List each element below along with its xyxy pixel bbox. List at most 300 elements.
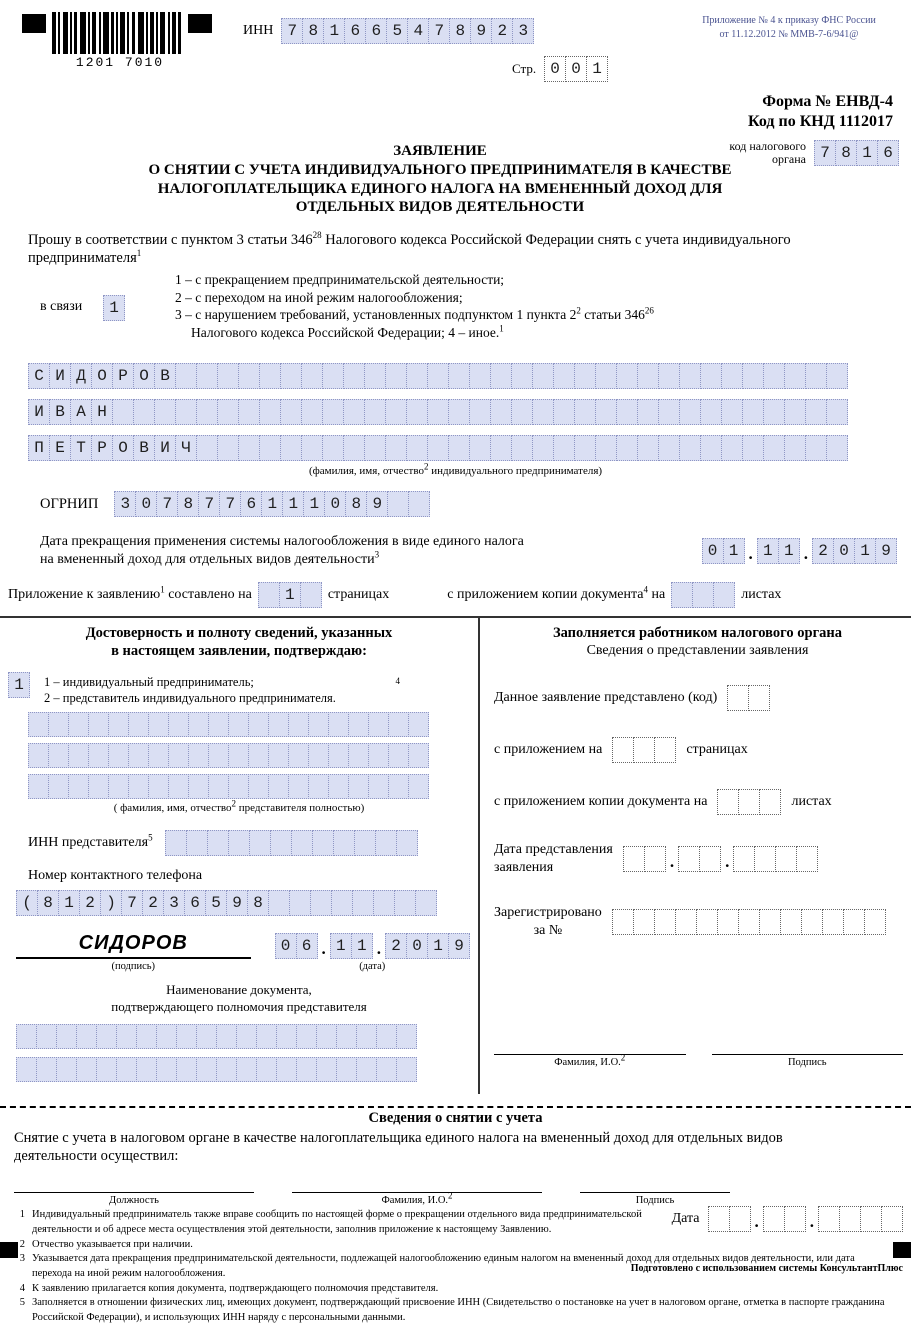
- authority-document-row-1[interactable]: [16, 1024, 417, 1049]
- form-cell[interactable]: [826, 435, 848, 461]
- form-cell[interactable]: 2: [79, 890, 101, 916]
- form-cell[interactable]: [276, 1057, 297, 1082]
- form-cell[interactable]: [376, 1024, 397, 1049]
- annex-pages-field[interactable]: [258, 582, 322, 608]
- form-cell[interactable]: [68, 774, 89, 799]
- form-cell[interactable]: [616, 435, 638, 461]
- form-cell[interactable]: [322, 435, 344, 461]
- form-cell[interactable]: [108, 774, 129, 799]
- form-cell[interactable]: [343, 363, 365, 389]
- officer-name-line[interactable]: [494, 1054, 686, 1055]
- form-cell[interactable]: [36, 1057, 57, 1082]
- form-cell[interactable]: [679, 399, 701, 425]
- form-cell[interactable]: [763, 363, 785, 389]
- form-cell[interactable]: 5: [386, 18, 408, 44]
- form-cell[interactable]: [259, 399, 281, 425]
- submission-date-field[interactable]: [623, 846, 819, 872]
- form-cell[interactable]: 1: [8, 672, 30, 698]
- form-cell[interactable]: [727, 685, 749, 711]
- form-cell[interactable]: [301, 363, 323, 389]
- form-cell[interactable]: [394, 890, 416, 916]
- form-cell[interactable]: 7: [156, 491, 178, 517]
- form-cell[interactable]: [775, 846, 797, 872]
- form-cell[interactable]: [175, 399, 197, 425]
- form-cell[interactable]: [186, 830, 208, 856]
- form-cell[interactable]: [96, 1057, 117, 1082]
- form-cell[interactable]: [316, 1057, 337, 1082]
- form-cell[interactable]: [637, 435, 659, 461]
- form-cell[interactable]: [236, 1024, 257, 1049]
- form-cell[interactable]: 1: [330, 933, 352, 959]
- form-cell[interactable]: [388, 774, 409, 799]
- form-cell[interactable]: [406, 363, 428, 389]
- form-cell[interactable]: [644, 846, 666, 872]
- deregistration-date-field[interactable]: [708, 1206, 904, 1232]
- form-cell[interactable]: [248, 712, 269, 737]
- form-cell[interactable]: 0: [406, 933, 428, 959]
- form-cell[interactable]: [352, 890, 374, 916]
- form-cell[interactable]: [637, 363, 659, 389]
- form-cell[interactable]: 1: [58, 890, 80, 916]
- signature-date-field[interactable]: [275, 933, 471, 959]
- form-cell[interactable]: [343, 399, 365, 425]
- form-cell[interactable]: [76, 1024, 97, 1049]
- form-cell[interactable]: 6: [296, 933, 318, 959]
- form-cell[interactable]: [427, 435, 449, 461]
- form-cell[interactable]: 7: [281, 18, 303, 44]
- form-cell[interactable]: [364, 435, 386, 461]
- form-cell[interactable]: [532, 363, 554, 389]
- form-cell[interactable]: 3: [163, 890, 185, 916]
- annex-sheets-field[interactable]: [671, 582, 735, 608]
- form-cell[interactable]: [818, 1206, 840, 1232]
- form-cell[interactable]: О: [91, 363, 113, 389]
- form-cell[interactable]: [375, 830, 397, 856]
- form-cell[interactable]: [148, 774, 169, 799]
- form-cell[interactable]: [238, 399, 260, 425]
- form-cell[interactable]: [784, 1206, 806, 1232]
- officer-signature-line[interactable]: [712, 1054, 904, 1055]
- form-cell[interactable]: [490, 363, 512, 389]
- form-cell[interactable]: 2: [385, 933, 407, 959]
- form-cell[interactable]: 6: [365, 18, 387, 44]
- form-cell[interactable]: [268, 774, 289, 799]
- form-cell[interactable]: [296, 1057, 317, 1082]
- form-cell[interactable]: [678, 846, 700, 872]
- form-cell[interactable]: (: [16, 890, 38, 916]
- form-cell[interactable]: [738, 909, 760, 935]
- form-cell[interactable]: [148, 743, 169, 768]
- form-cell[interactable]: [700, 363, 722, 389]
- form-cell[interactable]: [280, 363, 302, 389]
- representative-name-row-2[interactable]: [28, 743, 429, 768]
- form-cell[interactable]: [228, 712, 249, 737]
- form-cell[interactable]: А: [70, 399, 92, 425]
- form-cell[interactable]: И: [28, 399, 50, 425]
- form-cell[interactable]: [654, 909, 676, 935]
- form-cell[interactable]: Т: [70, 435, 92, 461]
- form-cell[interactable]: 4: [407, 18, 429, 44]
- form-cell[interactable]: В: [133, 435, 155, 461]
- form-cell[interactable]: [553, 399, 575, 425]
- form-cell[interactable]: [839, 1206, 861, 1232]
- form-cell[interactable]: [133, 399, 155, 425]
- form-cell[interactable]: 1: [586, 56, 608, 82]
- form-cell[interactable]: [270, 830, 292, 856]
- form-cell[interactable]: [208, 743, 229, 768]
- form-cell[interactable]: [48, 774, 69, 799]
- form-cell[interactable]: [368, 712, 389, 737]
- registration-number-field[interactable]: [612, 909, 886, 935]
- form-cell[interactable]: 8: [449, 18, 471, 44]
- phone-field[interactable]: [16, 890, 437, 916]
- form-cell[interactable]: [511, 363, 533, 389]
- form-cell[interactable]: 1: [351, 933, 373, 959]
- form-cell[interactable]: 9: [470, 18, 492, 44]
- form-cell[interactable]: 1: [282, 491, 304, 517]
- authority-document-row-2[interactable]: [16, 1057, 417, 1082]
- form-cell[interactable]: [310, 890, 332, 916]
- form-cell[interactable]: [348, 774, 369, 799]
- form-cell[interactable]: [754, 846, 776, 872]
- form-cell[interactable]: [248, 743, 269, 768]
- form-cell[interactable]: [595, 399, 617, 425]
- form-cell[interactable]: [348, 743, 369, 768]
- form-cell[interactable]: П: [28, 435, 50, 461]
- form-cell[interactable]: Н: [91, 399, 113, 425]
- form-cell[interactable]: [301, 435, 323, 461]
- form-cell[interactable]: 9: [448, 933, 470, 959]
- form-cell[interactable]: [729, 1206, 751, 1232]
- form-cell[interactable]: [415, 890, 437, 916]
- form-cell[interactable]: [796, 846, 818, 872]
- form-cell[interactable]: 9: [366, 491, 388, 517]
- form-cell[interactable]: 1: [856, 140, 878, 166]
- form-cell[interactable]: [385, 435, 407, 461]
- form-cell[interactable]: 0: [565, 56, 587, 82]
- form-cell[interactable]: 7: [428, 18, 450, 44]
- form-cell[interactable]: [699, 846, 721, 872]
- form-cell[interactable]: [228, 743, 249, 768]
- form-cell[interactable]: [258, 582, 280, 608]
- form-cell[interactable]: [784, 363, 806, 389]
- form-cell[interactable]: И: [154, 435, 176, 461]
- form-cell[interactable]: [238, 435, 260, 461]
- form-cell[interactable]: [396, 1024, 417, 1049]
- signature2-line[interactable]: [580, 1192, 730, 1193]
- ogrnip-field[interactable]: [114, 491, 430, 517]
- form-cell[interactable]: [207, 830, 229, 856]
- form-cell[interactable]: [654, 737, 676, 763]
- form-cell[interactable]: [658, 435, 680, 461]
- form-cell[interactable]: [612, 737, 634, 763]
- form-cell[interactable]: 1: [723, 538, 745, 564]
- form-cell[interactable]: [56, 1057, 77, 1082]
- form-cell[interactable]: [216, 1057, 237, 1082]
- form-cell[interactable]: [176, 1024, 197, 1049]
- form-cell[interactable]: [448, 399, 470, 425]
- form-cell[interactable]: 0: [833, 538, 855, 564]
- form-cell[interactable]: О: [112, 435, 134, 461]
- officer-pages-field[interactable]: [612, 737, 676, 763]
- applicant-type-field[interactable]: [8, 672, 30, 698]
- form-cell[interactable]: И: [49, 363, 71, 389]
- form-cell[interactable]: [168, 743, 189, 768]
- form-cell[interactable]: [322, 363, 344, 389]
- form-cell[interactable]: [671, 582, 693, 608]
- form-cell[interactable]: [308, 743, 329, 768]
- officer-sheets-field[interactable]: [717, 789, 781, 815]
- form-cell[interactable]: [805, 363, 827, 389]
- form-cell[interactable]: 3: [114, 491, 136, 517]
- form-cell[interactable]: [387, 491, 409, 517]
- form-cell[interactable]: [248, 774, 269, 799]
- form-cell[interactable]: [188, 774, 209, 799]
- form-cell[interactable]: [301, 399, 323, 425]
- form-cell[interactable]: 3: [512, 18, 534, 44]
- form-cell[interactable]: [308, 712, 329, 737]
- form-cell[interactable]: [217, 363, 239, 389]
- form-cell[interactable]: [188, 712, 209, 737]
- form-cell[interactable]: [96, 1024, 117, 1049]
- position-line[interactable]: [14, 1192, 254, 1193]
- inn-field[interactable]: [281, 18, 534, 44]
- form-cell[interactable]: [717, 789, 739, 815]
- form-cell[interactable]: 7: [219, 491, 241, 517]
- form-cell[interactable]: [312, 830, 334, 856]
- form-cell[interactable]: [336, 1057, 357, 1082]
- form-cell[interactable]: 7: [198, 491, 220, 517]
- form-cell[interactable]: [300, 582, 322, 608]
- form-cell[interactable]: [331, 890, 353, 916]
- termination-date-field[interactable]: [702, 538, 898, 564]
- form-cell[interactable]: [112, 399, 134, 425]
- form-cell[interactable]: [864, 909, 886, 935]
- form-cell[interactable]: [236, 1057, 257, 1082]
- form-cell[interactable]: [532, 435, 554, 461]
- form-cell[interactable]: [805, 399, 827, 425]
- form-cell[interactable]: [328, 743, 349, 768]
- form-cell[interactable]: [280, 399, 302, 425]
- form-cell[interactable]: [348, 712, 369, 737]
- form-cell[interactable]: 0: [275, 933, 297, 959]
- form-cell[interactable]: 0: [135, 491, 157, 517]
- form-cell[interactable]: [128, 743, 149, 768]
- form-cell[interactable]: [490, 399, 512, 425]
- form-cell[interactable]: [148, 712, 169, 737]
- form-cell[interactable]: [396, 1057, 417, 1082]
- form-cell[interactable]: [385, 363, 407, 389]
- form-cell[interactable]: [116, 1057, 137, 1082]
- form-cell[interactable]: [36, 1024, 57, 1049]
- form-cell[interactable]: [511, 435, 533, 461]
- form-cell[interactable]: [633, 909, 655, 935]
- form-cell[interactable]: [291, 830, 313, 856]
- form-cell[interactable]: [388, 712, 409, 737]
- form-cell[interactable]: [188, 743, 209, 768]
- form-cell[interactable]: [259, 363, 281, 389]
- patronymic-field[interactable]: [28, 435, 848, 461]
- form-cell[interactable]: [288, 712, 309, 737]
- surname-field[interactable]: [28, 363, 848, 389]
- form-cell[interactable]: [553, 435, 575, 461]
- form-cell[interactable]: [336, 1024, 357, 1049]
- form-cell[interactable]: [208, 712, 229, 737]
- form-cell[interactable]: Р: [91, 435, 113, 461]
- form-cell[interactable]: [679, 363, 701, 389]
- form-cell[interactable]: 8: [37, 890, 59, 916]
- form-cell[interactable]: [16, 1057, 37, 1082]
- form-cell[interactable]: 1: [279, 582, 301, 608]
- form-cell[interactable]: В: [49, 399, 71, 425]
- form-cell[interactable]: [88, 743, 109, 768]
- form-cell[interactable]: [721, 435, 743, 461]
- form-cell[interactable]: [288, 774, 309, 799]
- form-cell[interactable]: [708, 1206, 730, 1232]
- form-cell[interactable]: [268, 743, 289, 768]
- form-cell[interactable]: [354, 830, 376, 856]
- form-cell[interactable]: [176, 1057, 197, 1082]
- form-cell[interactable]: [448, 435, 470, 461]
- form-cell[interactable]: [406, 435, 428, 461]
- form-cell[interactable]: [88, 774, 109, 799]
- form-cell[interactable]: 8: [345, 491, 367, 517]
- form-cell[interactable]: [574, 363, 596, 389]
- form-cell[interactable]: [308, 774, 329, 799]
- form-cell[interactable]: [763, 399, 785, 425]
- form-cell[interactable]: [217, 399, 239, 425]
- form-cell[interactable]: [28, 712, 49, 737]
- form-cell[interactable]: [343, 435, 365, 461]
- form-cell[interactable]: [228, 830, 250, 856]
- form-cell[interactable]: [196, 363, 218, 389]
- form-cell[interactable]: [322, 399, 344, 425]
- form-cell[interactable]: 7: [121, 890, 143, 916]
- form-cell[interactable]: [675, 909, 697, 935]
- form-cell[interactable]: [116, 1024, 137, 1049]
- form-cell[interactable]: [469, 399, 491, 425]
- form-cell[interactable]: [296, 1024, 317, 1049]
- form-cell[interactable]: 9: [875, 538, 897, 564]
- form-cell[interactable]: [633, 737, 655, 763]
- form-cell[interactable]: [763, 435, 785, 461]
- form-cell[interactable]: [826, 363, 848, 389]
- firstname-field[interactable]: [28, 399, 848, 425]
- form-cell[interactable]: [156, 1024, 177, 1049]
- form-cell[interactable]: [721, 399, 743, 425]
- form-cell[interactable]: [532, 399, 554, 425]
- form-cell[interactable]: 8: [247, 890, 269, 916]
- form-cell[interactable]: [385, 399, 407, 425]
- form-cell[interactable]: [595, 435, 617, 461]
- form-cell[interactable]: 1: [323, 18, 345, 44]
- form-cell[interactable]: [616, 399, 638, 425]
- form-cell[interactable]: [658, 399, 680, 425]
- form-cell[interactable]: [469, 435, 491, 461]
- form-cell[interactable]: [623, 846, 645, 872]
- form-cell[interactable]: [574, 399, 596, 425]
- form-cell[interactable]: 9: [226, 890, 248, 916]
- form-cell[interactable]: [196, 435, 218, 461]
- form-cell[interactable]: [612, 909, 634, 935]
- form-cell[interactable]: [228, 774, 249, 799]
- form-cell[interactable]: [48, 743, 69, 768]
- form-cell[interactable]: [88, 712, 109, 737]
- form-cell[interactable]: [595, 363, 617, 389]
- form-cell[interactable]: [822, 909, 844, 935]
- form-cell[interactable]: [721, 363, 743, 389]
- representative-inn-field[interactable]: [165, 830, 418, 856]
- form-cell[interactable]: [356, 1057, 377, 1082]
- form-cell[interactable]: [328, 712, 349, 737]
- name-line[interactable]: [292, 1192, 542, 1193]
- form-cell[interactable]: [316, 1024, 337, 1049]
- form-cell[interactable]: [406, 399, 428, 425]
- form-cell[interactable]: [408, 491, 430, 517]
- form-cell[interactable]: [68, 743, 89, 768]
- form-cell[interactable]: Е: [49, 435, 71, 461]
- form-cell[interactable]: [175, 363, 197, 389]
- form-cell[interactable]: [717, 909, 739, 935]
- form-cell[interactable]: [108, 743, 129, 768]
- form-cell[interactable]: [217, 435, 239, 461]
- tax-authority-code-field[interactable]: [814, 140, 899, 166]
- form-cell[interactable]: [616, 363, 638, 389]
- form-cell[interactable]: 8: [177, 491, 199, 517]
- form-cell[interactable]: 5: [205, 890, 227, 916]
- form-cell[interactable]: [553, 363, 575, 389]
- form-cell[interactable]: [256, 1024, 277, 1049]
- form-cell[interactable]: [658, 363, 680, 389]
- form-cell[interactable]: [408, 774, 429, 799]
- form-cell[interactable]: [76, 1057, 97, 1082]
- form-cell[interactable]: [448, 363, 470, 389]
- form-cell[interactable]: [860, 1206, 882, 1232]
- form-cell[interactable]: [574, 435, 596, 461]
- form-cell[interactable]: 2: [142, 890, 164, 916]
- form-cell[interactable]: [28, 774, 49, 799]
- form-cell[interactable]: [108, 712, 129, 737]
- form-cell[interactable]: 1: [778, 538, 800, 564]
- form-cell[interactable]: [356, 1024, 377, 1049]
- form-cell[interactable]: [216, 1024, 237, 1049]
- form-cell[interactable]: [289, 890, 311, 916]
- signature-block[interactable]: [16, 932, 251, 972]
- form-cell[interactable]: [408, 743, 429, 768]
- form-cell[interactable]: [733, 846, 755, 872]
- form-cell[interactable]: [742, 363, 764, 389]
- form-cell[interactable]: 7: [814, 140, 836, 166]
- form-cell[interactable]: [333, 830, 355, 856]
- form-cell[interactable]: 1: [854, 538, 876, 564]
- form-cell[interactable]: 8: [835, 140, 857, 166]
- form-cell[interactable]: 1: [103, 295, 125, 321]
- form-cell[interactable]: 6: [344, 18, 366, 44]
- form-cell[interactable]: [490, 435, 512, 461]
- form-cell[interactable]: 1: [261, 491, 283, 517]
- form-cell[interactable]: [156, 1057, 177, 1082]
- form-cell[interactable]: Д: [70, 363, 92, 389]
- form-cell[interactable]: [208, 774, 229, 799]
- form-cell[interactable]: [196, 1057, 217, 1082]
- form-cell[interactable]: О: [133, 363, 155, 389]
- form-cell[interactable]: [427, 399, 449, 425]
- form-cell[interactable]: [376, 1057, 397, 1082]
- form-cell[interactable]: [368, 774, 389, 799]
- form-cell[interactable]: [238, 363, 260, 389]
- form-cell[interactable]: [288, 743, 309, 768]
- form-cell[interactable]: 2: [812, 538, 834, 564]
